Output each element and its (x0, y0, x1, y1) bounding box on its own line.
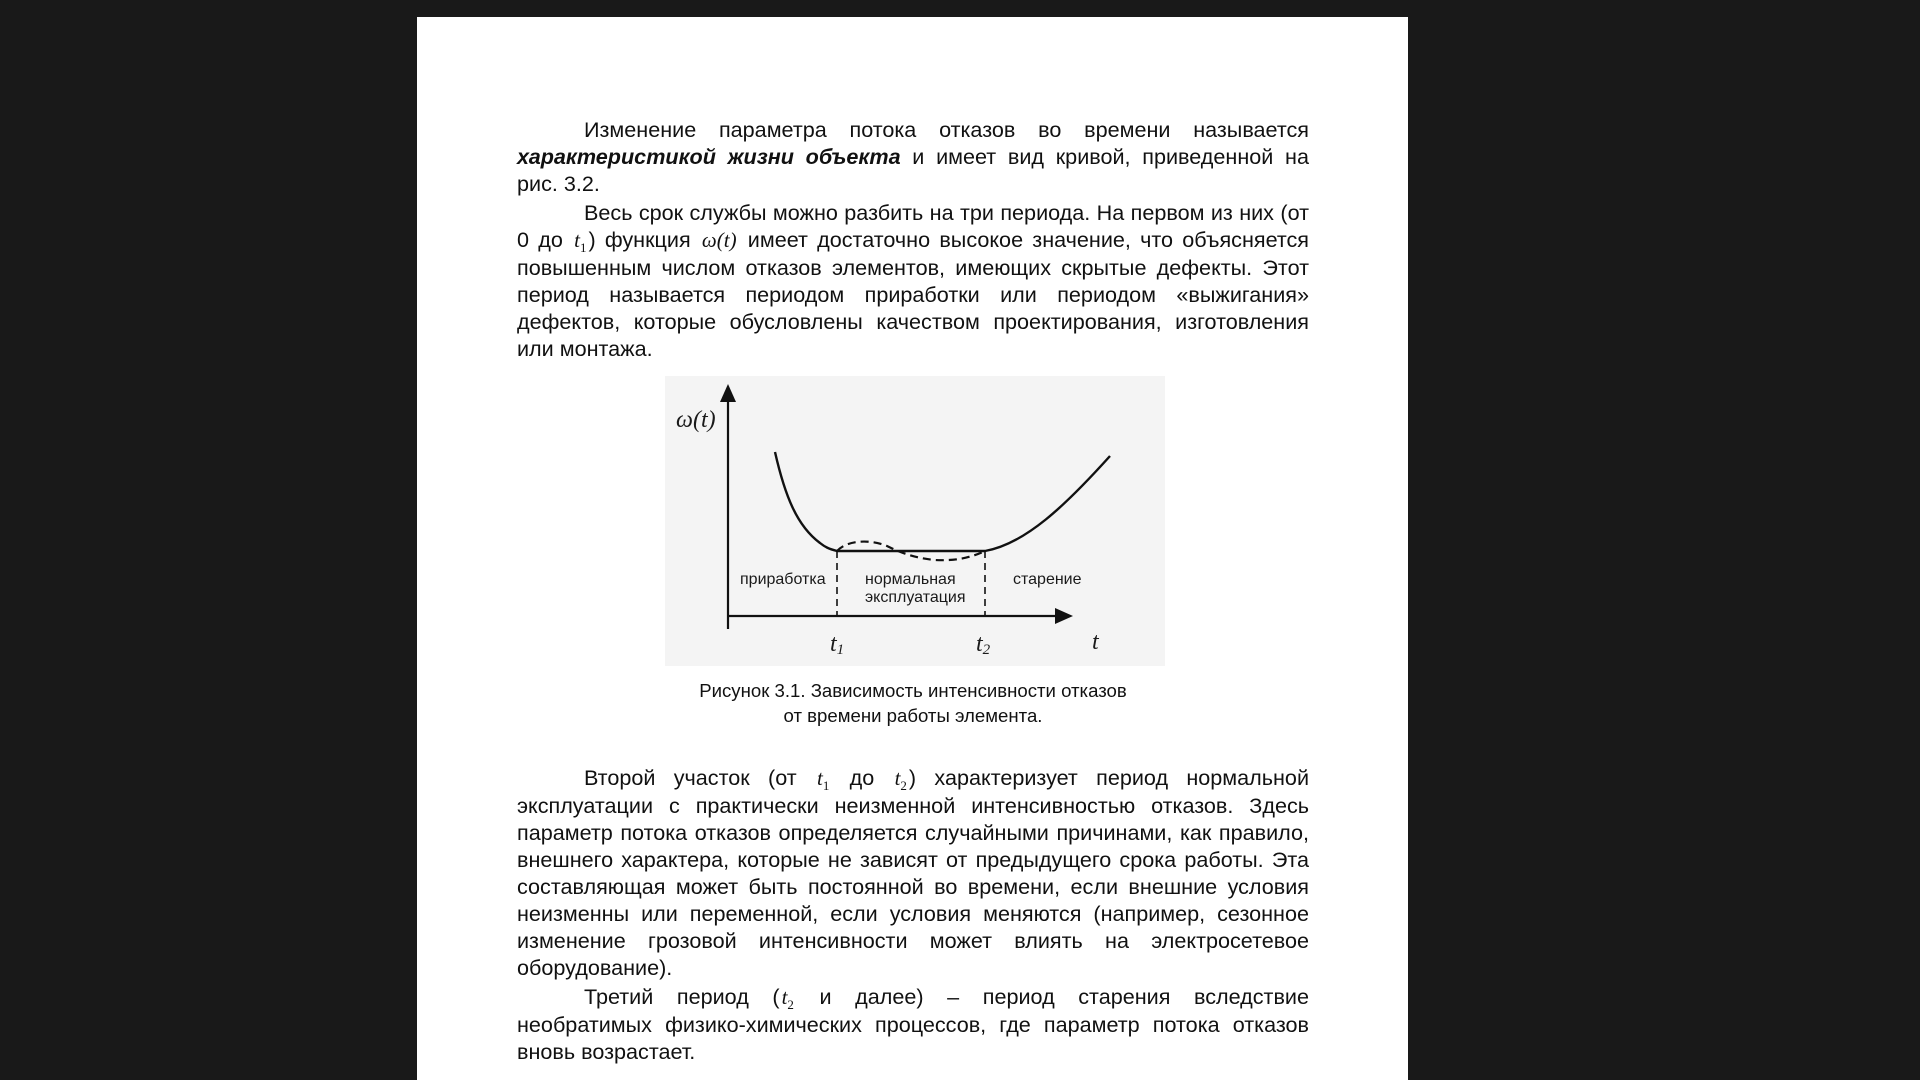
t2-tick-letter: t (976, 631, 983, 657)
t1-symbol-subscript: 1 (822, 778, 830, 793)
t2-symbol-letter: t (781, 985, 788, 1009)
paragraph-3-text-a: Второй участок (от (584, 765, 815, 790)
figure-caption-line-2: от времени работы элемента. (783, 705, 1043, 726)
t1-symbol (815, 766, 831, 793)
paragraph-1-text-b: и имеет вид кривой, приведенной на рис. 3.2. (517, 144, 1309, 196)
t2-symbol (780, 985, 796, 1012)
omega-function: ω(t) (701, 228, 737, 252)
paragraph-3 (517, 764, 1309, 981)
t1-tick-letter: t (830, 631, 837, 657)
paragraph-2-text-c: имеет достаточно высокое значение, что объясняется повышенным числом отказов элементов, имеющих скрытые дефекты. Этот период называется периодом приработки или периодом «выжигания» дефектов, которые обусловлены качеством проектирования, изготовления или монтажа. (517, 227, 1309, 361)
figure-background (665, 376, 1165, 666)
region-label-normal-line-1: нормальная (865, 571, 956, 588)
paragraph-1 (517, 116, 1309, 197)
paragraph-4-text-b: и далее) – период старения вследствие необратимых физико-химических процессов, где параметр потока отказов вновь возрастает. (517, 984, 1309, 1064)
t1-symbol (572, 228, 588, 255)
figure-caption (517, 678, 1309, 728)
t2-symbol-letter: t (894, 766, 901, 790)
y-axis-label: ω(t) (676, 407, 716, 433)
figure-failure-rate-curve (517, 376, 1309, 666)
t2-tick-subscript: 2 (982, 642, 991, 658)
paragraph-2-text-a: Весь срок службы можно разбить на три периода. На первом из них (от 0 до (517, 200, 1309, 252)
paragraph-1-text-a: Изменение параметра потока отказов во времени называется (584, 117, 1309, 142)
paragraph-3-text-b: до (831, 765, 893, 790)
t2-symbol-subscript: 2 (900, 778, 907, 793)
emphasized-term: характеристикой жизни объекта (517, 144, 901, 169)
t1-symbol-letter: t (574, 228, 580, 252)
t1-tick-subscript: 1 (836, 642, 845, 658)
t2-symbol-subscript: 2 (787, 997, 794, 1012)
t1-symbol-subscript: 1 (579, 240, 587, 255)
document-page (417, 17, 1408, 1080)
t1-symbol-letter: t (816, 766, 823, 790)
paragraph-2 (517, 199, 1309, 362)
region-label-burn-in: приработка (740, 571, 826, 588)
paragraph-3-text-c: ) характеризует период нормальной эксплуатации с практически неизменной интенсивностью отказов. Здесь параметр потока отказов определяется случайными причинами, как правило, внешнего характера, которые не зависят от предыдущего срока работы. Эта составляющая может быть постоянной во времени, если внешние условия неизменны или переменной, если условия меняются (например, сезонное изменение грозовой интенсивности может влиять на электросетевое оборудование). (517, 765, 1310, 980)
x-axis-label: t (1092, 629, 1099, 655)
page-content (517, 116, 1309, 1065)
paragraph-4-text-a: Третий период ( (584, 984, 780, 1009)
t2-symbol (893, 766, 909, 793)
region-label-aging: старение (1013, 571, 1082, 588)
paragraph-2-text-b: ) функция (588, 227, 700, 252)
region-label-normal-line-2: эксплуатация (865, 589, 966, 606)
failure-rate-chart (665, 376, 1165, 666)
paragraph-4 (517, 983, 1309, 1065)
figure-caption-line-1: Рисунок 3.1. Зависимость интенсивности отказов (699, 680, 1127, 701)
